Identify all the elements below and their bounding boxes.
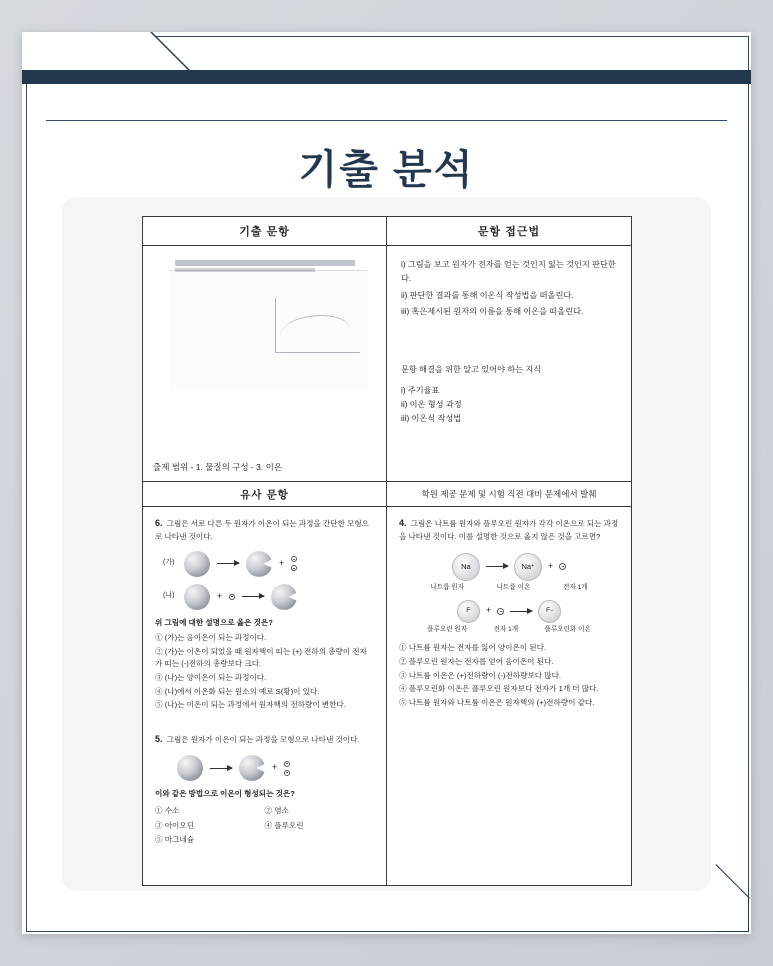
fold-edge-bottom (715, 931, 749, 932)
approach-item: iii) 혹은제시된 원자의 이름을 통해 이온을 떠올린다. (401, 307, 584, 317)
scheme-captions-row2 (414, 625, 604, 635)
electron-icon (284, 761, 290, 767)
question-5 (155, 733, 374, 846)
questions-left-column (143, 507, 387, 886)
header-past-question: 기출 문항 (143, 217, 387, 245)
choice-item: ③ 나트륨 이온은 (+)전하량이 (-)전하량보다 많다. (399, 670, 562, 680)
question-4 (399, 517, 619, 709)
choice-item: ① 수소 (155, 805, 180, 815)
diagram-line (177, 755, 374, 781)
choice-item: ③ 아이오딘 (155, 820, 195, 830)
ion-sphere-icon (271, 584, 297, 610)
caption-item: 전자 1개 (493, 625, 519, 633)
choice-item: ⑤ (나)는 이온이 되는 과정에서 원자핵의 전하량이 변한다. (155, 700, 346, 710)
caption-item: 나트륨 원자 (430, 583, 465, 591)
similar-source-label: 학원 제공 문제 및 시험 직전 대비 문제에서 발췌 (421, 489, 597, 499)
ribbon-notch (22, 32, 192, 72)
knowledge-title: 문항 해결을 위한 알고 있어야 하는 지식 (401, 365, 542, 375)
arrow-right-icon (210, 768, 232, 769)
questions-row (143, 507, 631, 886)
arrow-right-icon (242, 596, 264, 597)
past-question-cell (143, 246, 387, 481)
ion-formation-diagram-1 (163, 551, 374, 610)
scheme-row-fluorine (414, 600, 604, 623)
worksheet-body-row (143, 246, 631, 482)
atom-label-na: Na (452, 553, 480, 581)
knowledge-item: i) 주기율표 (401, 385, 440, 395)
choice-item: ⑤ 나트륨 원자와 나트륨 이온은 원자핵의 (+)전하량이 같다. (399, 698, 595, 708)
plus-sign: + (547, 560, 554, 571)
caption-item: 나트륨 이온 (496, 583, 531, 591)
title-divider (46, 120, 727, 121)
choice-grid (155, 805, 374, 846)
scan-title-line (175, 260, 355, 266)
ion-label-na-plus: Na + (514, 553, 542, 581)
header-approach: 문항 접근법 (477, 226, 541, 238)
ion-sphere-icon (246, 551, 272, 577)
electron-group-icon (284, 761, 290, 776)
question-number: 6. (155, 518, 163, 528)
question-stem: 그림은 원자가 이온이 되는 과정을 모형으로 나타낸 것이다. (166, 735, 360, 745)
scheme-captions-row1 (414, 583, 604, 593)
choice-item: ⑤ 마그네슘 (155, 835, 195, 845)
fold-edge-right (748, 898, 749, 932)
caption-item: 플루오린화 이온 (544, 625, 591, 633)
atom-sphere-icon (177, 755, 203, 781)
choice-item: ② 플루오린 원자는 전자를 얻어 음이온이 된다. (399, 656, 554, 666)
scan-graph (275, 298, 360, 353)
electron-icon (291, 565, 297, 571)
diagram-tag: (가) (163, 559, 175, 567)
ion-label-f-minus: F − (538, 600, 561, 623)
scanned-question-image (169, 270, 368, 390)
scan-subtitle-line (175, 268, 315, 272)
choice-list (155, 632, 374, 711)
approach-item: ii) 판단한 결과를 통해 이온식 작성법을 떠올린다. (401, 290, 574, 300)
ion-formation-diagram-2 (177, 755, 374, 781)
atom-sphere-icon (184, 584, 210, 610)
question-stem: 그림은 나트륨 원자와 플루오린 원자가 각각 이온으로 되는 과정을 나타낸 것이다. 이를 설명한 것으로 옳지 않은 것을 고르면? (399, 519, 619, 541)
choice-item: ④ 플루오린 (264, 820, 304, 830)
plus-sign: + (485, 605, 492, 616)
electron-icon (559, 563, 566, 570)
choice-item: ③ (나)는 양이온이 되는 과정이다. (155, 672, 267, 682)
atom-sphere-icon (184, 551, 210, 577)
approach-item: i) 그림을 보고 원자가 전자를 얻는 것인지 잃는 것인지 판단한다. (401, 260, 616, 284)
choice-item: ② (가)는 이온이 되었을 때 원자핵이 띠는 (+) 전하의 총량이 전자가 띠는 (-)전하의 총량보다 크다. (155, 647, 367, 668)
scope-label: 출제 범위 - 1. 물질의 구성 - 3. 이온 (153, 462, 283, 472)
similar-label: 유사 문항 (143, 482, 387, 506)
electron-icon (284, 770, 290, 776)
diagram-tag: (나) (163, 592, 175, 600)
arrow-right-icon (217, 563, 239, 564)
questions-right-column (387, 507, 631, 886)
diagram-line-na (163, 584, 374, 610)
choice-item: ① (가)는 음이온이 되는 과정이다. (155, 633, 267, 643)
question-6 (155, 517, 374, 711)
caption-item: 전자 1개 (563, 583, 588, 591)
choice-item: ① 나트륨 원자는 전자를 잃어 양이온이 된다. (399, 643, 547, 653)
similar-header-row (143, 482, 631, 507)
page-title: 기출 분석 (298, 148, 475, 192)
choice-item: ④ 플루오린화 이온은 플루오린 원자보다 전자가 1개 더 많다. (399, 684, 599, 694)
knowledge-item: ii) 이온 형성 과정 (401, 400, 462, 410)
choice-item: ② 염소 (264, 805, 289, 815)
knowledge-item: iii) 이온식 작성법 (401, 414, 462, 424)
page-fold-corner (715, 898, 749, 932)
electron-icon (229, 594, 235, 600)
electron-group-icon (291, 556, 297, 571)
arrow-right-icon (486, 566, 508, 567)
plus-sign: + (217, 590, 223, 601)
choice-list (399, 642, 619, 709)
question-stem: 그림은 서로 다른 두 원자가 이온이 되는 과정을 간단한 모형으로 나타낸 것이다. (155, 519, 370, 541)
question-number: 4. (399, 518, 407, 528)
diagram-line-ga (163, 551, 374, 577)
caption-item: 플루오린 원자 (427, 625, 468, 633)
question-number: 5. (155, 734, 163, 745)
header-ribbon (22, 32, 751, 84)
arrow-right-icon (510, 611, 532, 612)
plus-sign: + (279, 557, 285, 568)
ion-reaction-scheme (414, 553, 604, 635)
worksheet-header-row (143, 217, 631, 246)
plus-sign: + (272, 762, 278, 773)
worksheet (142, 216, 632, 886)
electron-icon (291, 556, 297, 562)
choice-item: ④ (나)에서 이온화 되는 원소의 예로 S(황)이 있다. (155, 686, 320, 696)
question-prompt: 이와 같은 방법으로 이온이 형성되는 것은? (155, 789, 295, 798)
question-prompt: 위 그림에 대한 설명으로 옳은 것은? (155, 617, 273, 627)
electron-icon (497, 608, 504, 615)
approach-cell (387, 246, 631, 481)
atom-label-f: F (457, 600, 480, 623)
ion-sphere-icon (239, 755, 265, 781)
scheme-row-sodium (414, 553, 604, 581)
